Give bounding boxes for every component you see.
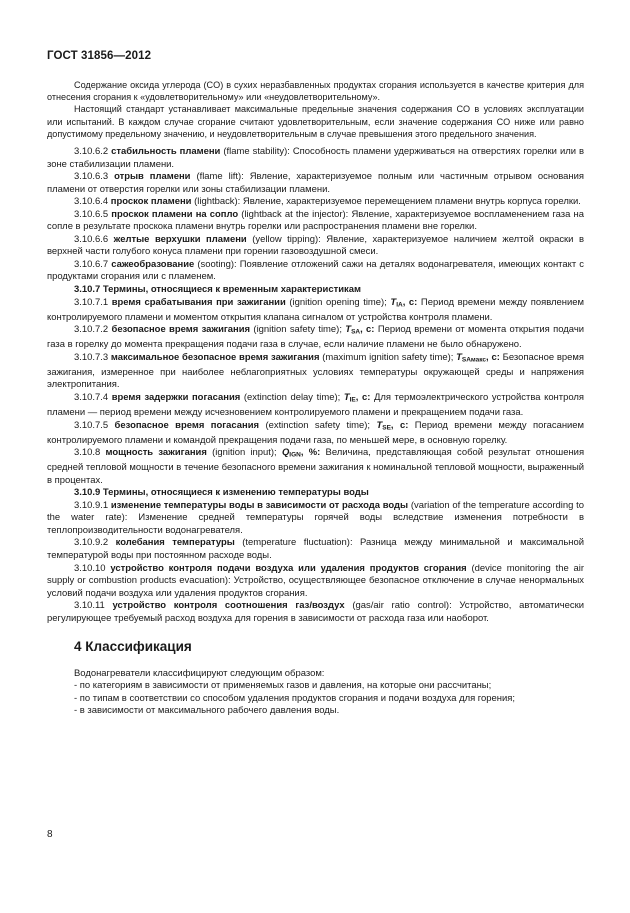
list-intro: Водонагреватели классифицируют следующим образом: [74, 667, 325, 679]
classification-list [47, 668, 584, 718]
term-name: стабильность пламени [111, 146, 221, 158]
term-name: проскок пламени на сопло [111, 208, 239, 220]
section-heading-3-10-7: 3.10.7 Термины, относящиеся к временным характеристикам [74, 284, 361, 296]
term-name: отрыв пламени [114, 171, 191, 183]
list-item: - по категориям в зависимости от применяемых газов и давления, на которые они рассчитаны; [74, 680, 492, 692]
note-paragraph: Настоящий стандарт устанавливает максимальные предельные значения содержания CO в условиях эксплуатации или испытаний. В каждом случае сгорание считают удовлетворительным, если значение содержания CO ниже или равно допустимому предельному значению, и неудовлетворительным в случае превышения этого предельного значения. [47, 104, 584, 139]
term-paragraph: 3.10.6.7 сажеобразование (sooting): Появление отложений сажи на деталях водонагревателя, имеющих контакт с продуктами сгорания или с пламенем. [47, 258, 584, 283]
list-item: - в зависимости от максимального рабочего давления воды. [74, 705, 340, 717]
term-paragraph: 3.10.9.2 колебания температуры (temperature fluctuation): Разница между минимальной и максимальной температурой воды при постоянном расходе воды. [47, 537, 584, 561]
note-block [47, 79, 584, 140]
term-paragraph: 3.10.6.4 проскок пламени (lightback): Явление, характеризуемое перемещением пламени внутрь корпуса горелки. [74, 196, 581, 208]
standard-header: ГОСТ 31856—2012 [47, 50, 152, 62]
note-paragraph: Содержание оксида углерода (CO) в сухих неразбавленных продуктах сгорания используется в качестве критерия для отнесения сгорания к «удовлетворительному» или «неудовлетворительному». [47, 80, 584, 103]
term-paragraph: 3.10.6.2 стабильность пламени (flame stability): Способность пламени удерживаться на отверстиях горелки или в зоне стабилизации пламени. [47, 146, 585, 170]
section-4-heading: 4 Классификация [74, 639, 192, 655]
term-paragraph: 3.10.9.1 изменение температуры воды в зависимости от расхода воды (variation of the temperature according to the water rate): Изменение средней температуры горячей воды вследствие изменения потребности в теплопроизводительности водонагревателя. [47, 499, 585, 536]
term-paragraph: 3.10.8 мощность зажигания (ignition input); $Q_{IGN}$, %: Величина, представляющая собой результат отношения средней тепловой мощности в течение безопасного времени зажигания к номинальной тепловой мощности, выраженный в процентах. [47, 447, 585, 486]
term-paragraph: 3.10.6.5 проскок пламени на сопло (lightback at the injector): Явление, характеризуемое воспламенением газа на сопле в результате проскока пламени внутрь горелки или распространения пламени вне горелки. [47, 208, 584, 233]
term-paragraph: 3.10.7.1 время срабатывания при зажигании (ignition opening time); $T_{IA}$, c: Период времени между появлением контролируемого пламени и моментом открытия клапана сигналом от устройства контроля пламени. [47, 296, 584, 323]
term-paragraph: 3.10.7.2 безопасное время зажигания (ignition safety time); $T_{SA}$, c: Период времени от момента открытия подачи газа в горелку до момента прекращения подачи газа в случае, если наличие пламени не было обнаружено. [47, 324, 585, 351]
term-name: желтые верхушки пламени [113, 233, 247, 245]
term-name: сажеобразование [111, 258, 195, 270]
page-number: 8 [47, 829, 53, 840]
term-paragraph: 3.10.7.4 время задержки погасания (extinction delay time); $T_{IE}$, c: Для термоэлектрического устройства контроля пламени — период времени между исчезновением контролируемого пламени и прекращением подачи газа. [47, 391, 585, 418]
page-content [47, 79, 584, 718]
term-paragraph: 3.10.6.6 желтые верхушки пламени (yellow tipping): Явление, характеризуемое наличием желтой окраски в верхней части голубого конуса пламени при горении газовоздушной смеси. [47, 233, 585, 258]
term-paragraph: 3.10.7.5 безопасное время погасания (extinction safety time); $T_{SE}$, c: Период времени между погасанием контролируемого пламени и командой прекращения подачи газа, по меньшей мере, в основную горелку. [47, 419, 585, 446]
term-paragraph: 3.10.6.3 отрыв пламени (flame lift): Явление, характеризуемое полным или частичным отрывом основания пламени от отверстия горелки или зоны стабилизации пламени. [47, 171, 585, 195]
term-paragraph: 3.10.7.3 максимальное безопасное время зажигания (maximum ignition safety time); $T_{SAмакс}$, c: Безопасное время зажигания, измеренное при наиболее неблагоприятных условиях температуры окружающей среды и напряжения электропитания. [47, 351, 585, 391]
term-paragraph: 3.10.11 устройство контроля соотношения газ/воздух (gas/air ratio control): Устройство, автоматически регулирующее требуемый расход воздуха для горения в зависимости от расхода газа или наоборот. [47, 600, 585, 624]
term-paragraph: 3.10.10 устройство контроля подачи воздуха или удаления продуктов сгорания (device monitoring the air supply or combustion products evacuation): Устройство, осуществляющее безопасное отключение в случае ненормальных условий подачи воздуха или удаления продуктов сгорания. [47, 562, 584, 599]
list-item: - по типам в соответствии со способом удаления продуктов сгорания и подачи воздуха для горения; [74, 692, 516, 704]
term-name: проскок пламени [110, 196, 192, 208]
section-heading-3-10-9: 3.10.9 Термины, относящиеся к изменению температуры воды [74, 487, 369, 499]
